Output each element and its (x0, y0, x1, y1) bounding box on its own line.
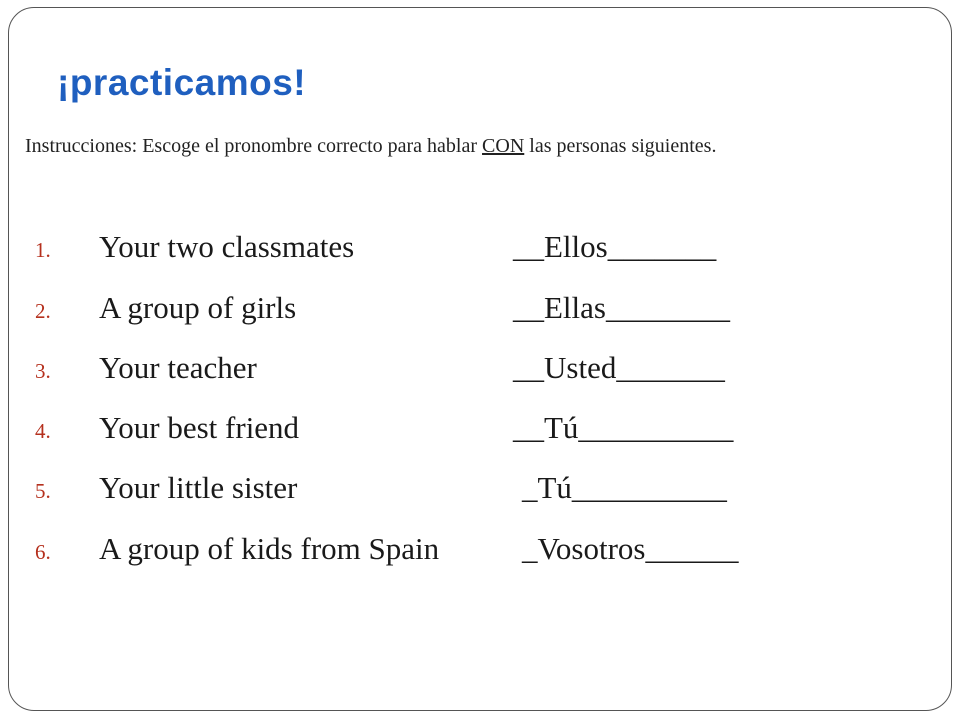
item-number: 3. (35, 359, 51, 383)
item-prompt: Your two classmates (99, 229, 355, 264)
instructions-text (25, 128, 785, 165)
item-answer: _Tú__________ (522, 470, 727, 505)
item-number: 4. (35, 419, 51, 443)
item-prompt: A group of girls (99, 290, 297, 325)
slide-title: ¡practicamos! (57, 62, 307, 103)
instructions-lead: Instrucciones: Escoge el pronombre correcto para hablar (25, 135, 483, 157)
item-prompt: Your best friend (99, 410, 300, 445)
item-answer: __Tú__________ (513, 410, 734, 445)
item-number: 2. (35, 299, 51, 323)
item-number: 5. (35, 479, 51, 503)
item-number: 6. (35, 540, 51, 564)
item-answer: __Ellos_______ (513, 229, 717, 264)
item-answer: _Vosotros______ (522, 531, 739, 566)
item-answer: __Usted_______ (513, 350, 725, 385)
item-prompt: Your little sister (99, 470, 298, 505)
item-number: 1. (35, 238, 51, 262)
item-prompt: Your teacher (99, 350, 257, 385)
instructions-underlined-word: CON (482, 135, 525, 157)
item-prompt: A group of kids from Spain (99, 531, 440, 566)
instructions-tail: las personas siguientes. (524, 135, 717, 157)
item-answer: __Ellas________ (513, 290, 730, 325)
